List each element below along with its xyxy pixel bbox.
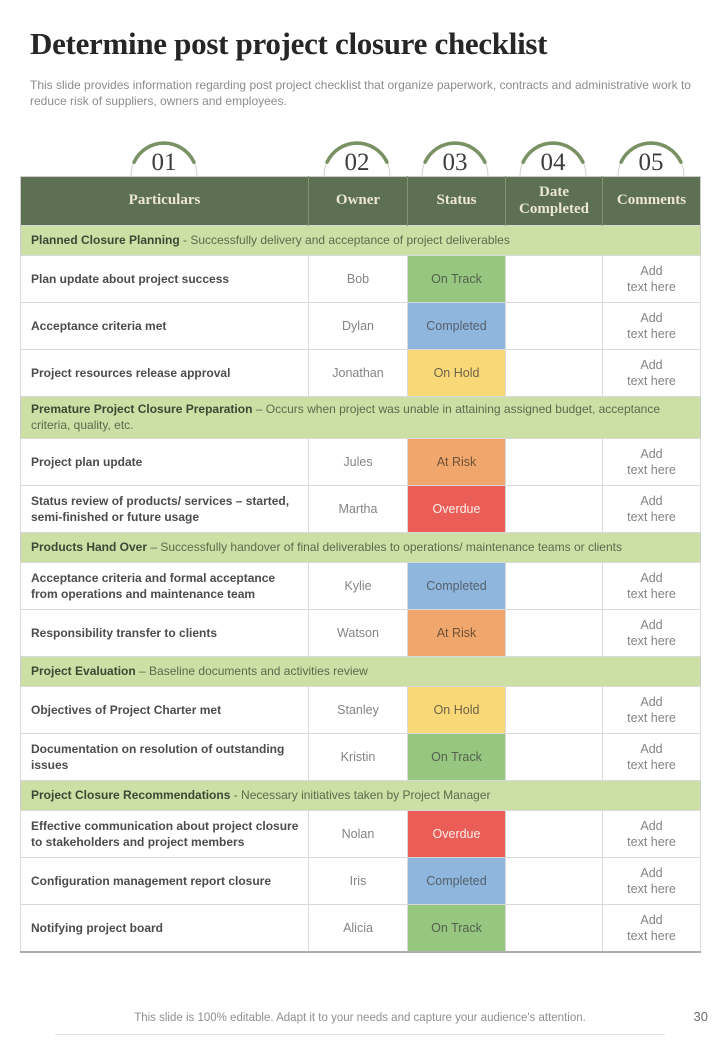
table-row [21, 439, 701, 486]
owner-cell: Watson [309, 610, 408, 657]
section-title: Project Evaluation [31, 663, 136, 678]
table-row [21, 256, 701, 303]
table-row [21, 811, 701, 858]
section-description: – Successfully handover of final deliverables to operations/ maintenance teams or clients [147, 539, 622, 554]
col-header-owner: Owner [309, 177, 408, 226]
section-row [21, 226, 701, 256]
col-header-particulars: Particulars [21, 177, 309, 226]
comment-placeholder-line: text here [627, 510, 676, 525]
section-title: Products Hand Over [31, 539, 148, 554]
page-number: 30 [693, 1009, 708, 1024]
status-cell: At Risk [408, 439, 506, 486]
checklist-table [20, 176, 701, 953]
owner-cell: Alicia [309, 905, 408, 952]
comment-placeholder-line: Add [640, 818, 663, 833]
step-number: 03 [442, 149, 468, 176]
section-row [21, 657, 701, 687]
status-cell: Completed [408, 858, 506, 905]
section-description: – Baseline documents and activities review [135, 663, 368, 678]
section-row [21, 533, 701, 563]
comment-cell[interactable] [603, 303, 701, 350]
col-header-date-completed: Date Completed [506, 177, 603, 226]
comment-placeholder-line: Add [640, 741, 663, 756]
table-header [21, 177, 701, 226]
section-description: – Occurs when project was unable in attaining assigned budget, acceptance criteria, quality, etc. [31, 402, 661, 432]
comment-cell[interactable] [603, 256, 701, 303]
status-cell: Overdue [408, 811, 506, 858]
date-completed-cell [506, 811, 603, 858]
particular-cell: Documentation on resolution of outstanding issues [21, 734, 309, 781]
table-row [21, 303, 701, 350]
col-header-status: Status [408, 177, 506, 226]
table-row [21, 610, 701, 657]
particular-cell: Notifying project board [21, 905, 309, 952]
comment-placeholder-line: text here [627, 835, 676, 850]
table-body [21, 226, 701, 952]
table-row [21, 563, 701, 610]
section-cell [21, 657, 701, 687]
section-row [21, 397, 701, 439]
comment-cell[interactable] [603, 687, 701, 734]
table-row [21, 486, 701, 533]
status-cell: On Track [408, 734, 506, 781]
step-number: 04 [540, 149, 566, 176]
owner-cell: Dylan [309, 303, 408, 350]
owner-cell: Kylie [309, 563, 408, 610]
table-row [21, 734, 701, 781]
section-description: - Necessary initiatives taken by Project Manager [230, 787, 491, 802]
date-completed-cell [506, 905, 603, 952]
particular-cell: Acceptance criteria and formal acceptance from operations and maintenance team [21, 563, 309, 610]
particular-cell: Plan update about project success [21, 256, 309, 303]
step-number: 05 [638, 149, 664, 176]
comment-cell[interactable] [603, 811, 701, 858]
status-cell: Completed [408, 303, 506, 350]
step-marker [122, 132, 206, 176]
comment-placeholder-line: text here [627, 463, 676, 478]
comment-placeholder-line: Add [640, 493, 663, 508]
slide-description: This slide provides information regarding post project checklist that organize paperwork, contracts and administrative work to reduce risk of suppliers, owners and employees. [30, 78, 691, 108]
step-markers [0, 132, 720, 176]
footer-divider [55, 1034, 665, 1035]
footer-note: This slide is 100% editable. Adapt it to your needs and capture your audience's attention. [134, 1012, 586, 1024]
date-completed-cell [506, 439, 603, 486]
comment-placeholder-line: Add [640, 263, 663, 278]
date-completed-cell [506, 303, 603, 350]
date-completed-cell [506, 486, 603, 533]
owner-cell: Jonathan [309, 350, 408, 397]
particular-cell: Status review of products/ services – started, semi-finished or future usage [21, 486, 309, 533]
comment-placeholder-line: Add [640, 357, 663, 372]
date-completed-cell [506, 610, 603, 657]
particular-cell: Project plan update [21, 439, 309, 486]
status-cell: On Hold [408, 687, 506, 734]
owner-cell: Bob [309, 256, 408, 303]
comment-cell[interactable] [603, 734, 701, 781]
comment-cell[interactable] [603, 563, 701, 610]
particular-cell: Acceptance criteria met [21, 303, 309, 350]
particular-cell: Responsibility transfer to clients [21, 610, 309, 657]
section-title: Premature Project Closure Preparation [31, 402, 253, 416]
comment-cell[interactable] [603, 439, 701, 486]
comment-placeholder-line: Add [640, 446, 663, 461]
comment-placeholder-line: text here [627, 758, 676, 773]
section-row [21, 781, 701, 811]
comment-placeholder-line: Add [640, 865, 663, 880]
comment-placeholder-line: Add [640, 617, 663, 632]
comment-placeholder-line: text here [627, 634, 676, 649]
comment-placeholder-line: text here [627, 327, 676, 341]
table-row [21, 905, 701, 952]
step-marker [413, 132, 497, 176]
comment-placeholder-line: text here [627, 928, 676, 943]
status-cell: Completed [408, 563, 506, 610]
date-completed-cell [506, 256, 603, 303]
table-row [21, 858, 701, 905]
table-row [21, 687, 701, 734]
owner-cell: Nolan [309, 811, 408, 858]
owner-cell: Kristin [309, 734, 408, 781]
particular-cell: Effective communication about project closure to stakeholders and project members [21, 811, 309, 858]
status-cell: Overdue [408, 486, 506, 533]
comment-cell[interactable] [603, 905, 701, 952]
comment-placeholder-line: text here [627, 280, 676, 294]
owner-cell: Stanley [309, 687, 408, 734]
comment-placeholder-line: text here [627, 711, 676, 726]
comment-placeholder-line: Add [640, 570, 663, 585]
comment-cell[interactable] [603, 350, 701, 397]
date-completed-cell [506, 687, 603, 734]
comment-placeholder-line: Add [640, 694, 663, 709]
step-marker [315, 132, 399, 176]
status-cell: On Track [408, 256, 506, 303]
section-title: Project Closure Recommendations [31, 787, 231, 802]
comment-placeholder-line: Add [640, 912, 663, 927]
section-cell [21, 533, 701, 563]
status-cell: At Risk [408, 610, 506, 657]
comment-placeholder-line: text here [627, 882, 676, 897]
section-title: Planned Closure Planning [31, 232, 180, 247]
section-description: - Successfully delivery and acceptance of project deliverables [179, 232, 510, 247]
owner-cell: Jules [309, 439, 408, 486]
step-marker [511, 132, 595, 176]
comment-placeholder-line: text here [627, 374, 676, 388]
step-marker [609, 132, 693, 176]
comment-placeholder-line: Add [640, 310, 663, 325]
particular-cell: Objectives of Project Charter met [21, 687, 309, 734]
date-completed-cell [506, 350, 603, 397]
particular-cell: Configuration management report closure [21, 858, 309, 905]
particular-cell: Project resources release approval [21, 350, 309, 397]
comment-placeholder-line: text here [627, 587, 676, 602]
status-cell: On Hold [408, 350, 506, 397]
section-cell [21, 397, 701, 439]
owner-cell: Iris [309, 858, 408, 905]
status-cell: On Track [408, 905, 506, 952]
col-header-comments: Comments [603, 177, 701, 226]
owner-cell: Martha [309, 486, 408, 533]
date-completed-cell [506, 858, 603, 905]
date-completed-cell [506, 734, 603, 781]
comment-cell[interactable] [603, 610, 701, 657]
table-row [21, 350, 701, 397]
header-row [21, 177, 701, 226]
step-number: 02 [344, 149, 370, 176]
date-completed-cell [506, 563, 603, 610]
section-cell [21, 781, 701, 811]
step-number: 01 [151, 149, 177, 176]
section-cell [21, 226, 701, 256]
comment-cell[interactable] [603, 858, 701, 905]
page-title: Determine post project closure checklist [30, 26, 548, 61]
comment-cell[interactable] [603, 486, 701, 533]
